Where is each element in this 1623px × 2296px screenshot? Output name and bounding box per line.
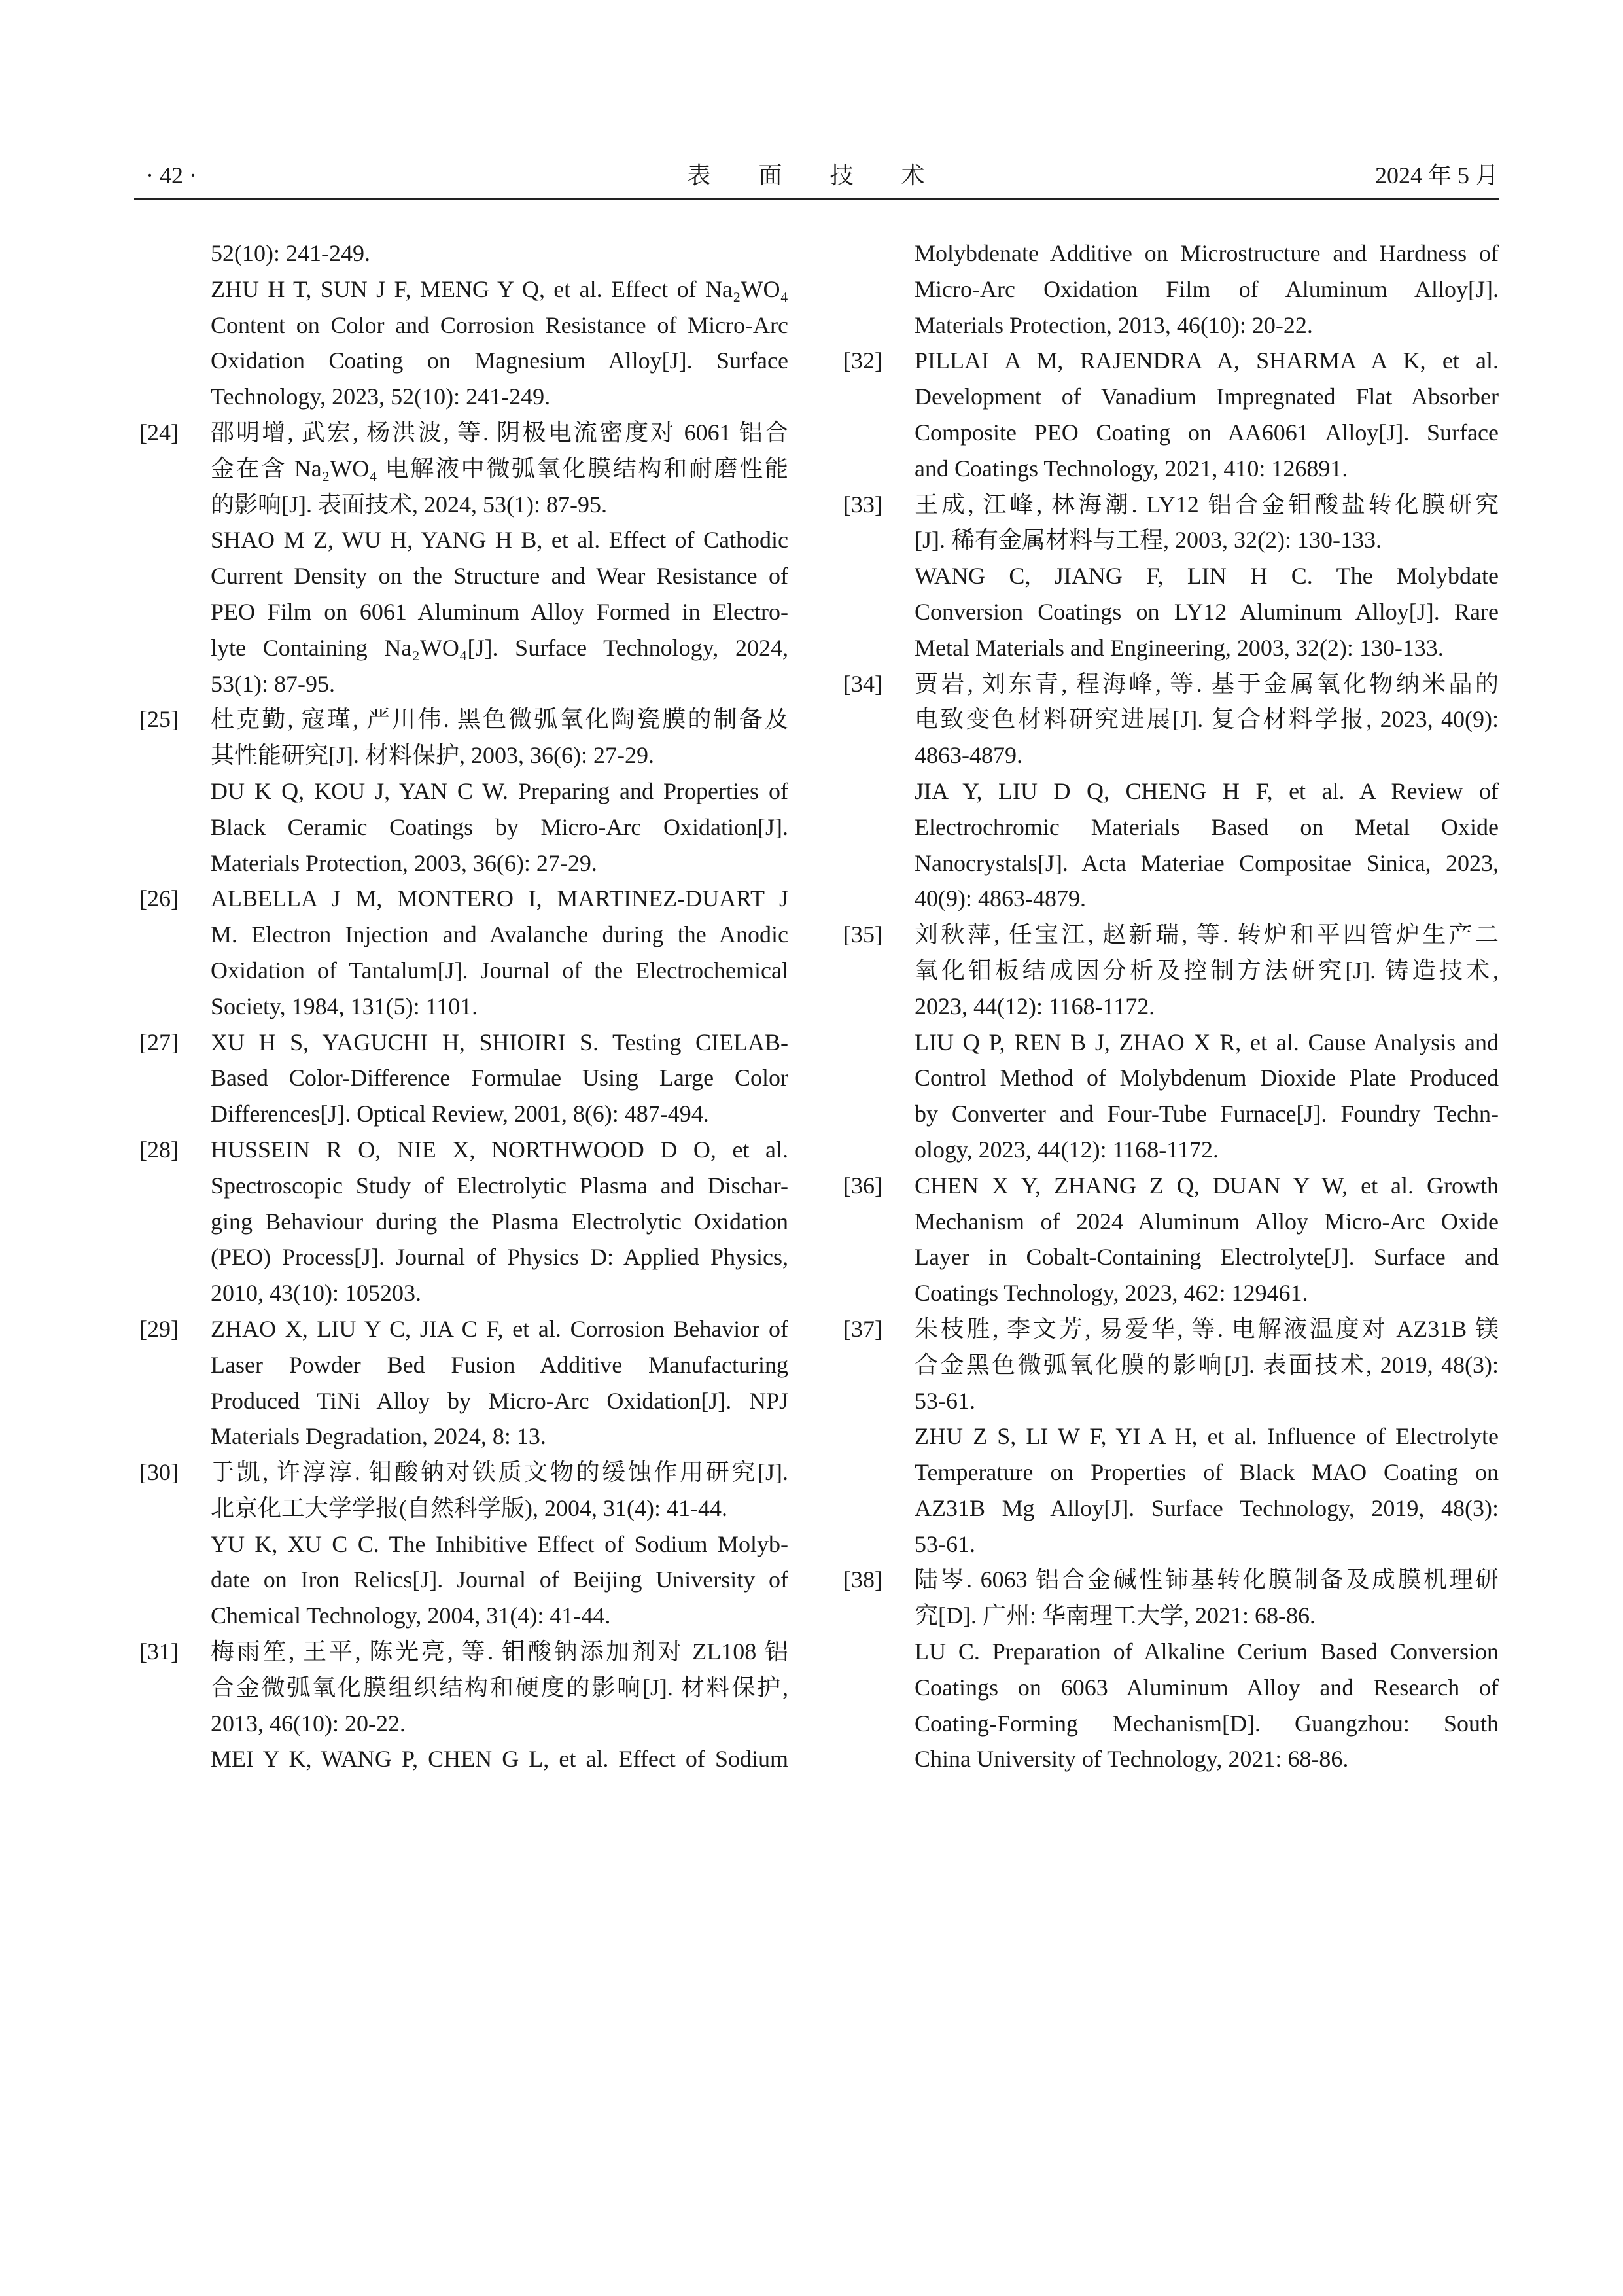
reference-number: [37] (843, 1315, 882, 1342)
reference-line: Content on Color and Corrosion Resistance of Micro-Arc (211, 311, 788, 338)
reference-line: CHEN X Y, ZHANG Z Q, DUAN Y W, et al. Growth (915, 1172, 1499, 1199)
reference-line: Current Density on the Structure and Wear Resistance of (211, 563, 788, 590)
reference-line: M. Electron Injection and Avalanche during the Anodic (211, 921, 788, 948)
reference-line: Layer in Cobalt-Containing Electrolyte[J]. Surface and (915, 1244, 1499, 1271)
reference-item (139, 1311, 788, 1455)
reference-line: Coating-Forming Mechanism[D]. Guangzhou: South (915, 1710, 1499, 1737)
reference-line: and Coatings Technology, 2021, 410: 126891. (915, 455, 1348, 482)
reference-line: 邵明增, 武宏, 杨洪波, 等. 阴极电流密度对 6061 铝合 (211, 419, 788, 446)
reference-line: Oxidation Coating on Magnesium Alloy[J]. Surface (211, 347, 788, 374)
reference-line: XU H S, YAGUCHI H, SHIOIRI S. Testing CIELAB- (211, 1029, 788, 1055)
reference-item (843, 917, 1499, 1168)
reference-line: LIU Q P, REN B J, ZHAO X R, et al. Cause Analysis and (915, 1029, 1499, 1055)
reference-line: ZHAO X, LIU Y C, JIA C F, et al. Corrosion Behavior of (211, 1315, 788, 1342)
reference-line: PEO Film on 6061 Aluminum Alloy Formed in Electro- (211, 598, 788, 625)
reference-line: Development of Vanadium Impregnated Flat Absorber (915, 383, 1499, 410)
reference-line: 北京化工大学学报(自然科学版), 2004, 31(4): 41-44. (211, 1494, 727, 1521)
reference-line: (PEO) Process[J]. Journal of Physics D: Applied Physics, (211, 1244, 788, 1271)
reference-line: 梅雨笙, 王平, 陈光亮, 等. 钼酸钠添加剂对 ZL108 铝 (211, 1638, 788, 1665)
reference-column-left (139, 236, 788, 1777)
reference-line: 杜克勤, 寇瑾, 严川伟. 黑色微弧氧化陶瓷膜的制备及 (211, 706, 788, 733)
reference-line: MEI Y K, WANG P, CHEN G L, et al. Effect of Sodium (211, 1746, 788, 1773)
reference-line: 金在含 Na₂WO₄ 电解液中微弧氧化膜结构和耐磨性能 (211, 455, 788, 482)
header-rule (134, 198, 1499, 200)
reference-line: Society, 1984, 131(5): 1101. (211, 993, 478, 1019)
reference-line: Coatings on 6063 Aluminum Alloy and Research of (915, 1674, 1499, 1701)
reference-line: Composite PEO Coating on AA6061 Alloy[J]. Surface (915, 419, 1499, 446)
reference-line: date on Iron Relics[J]. Journal of Beijing University of (211, 1566, 788, 1593)
reference-number: [30] (139, 1459, 179, 1486)
reference-line: LU C. Preparation of Alkaline Cerium Based Conversion (915, 1638, 1499, 1665)
reference-line: SHAO M Z, WU H, YANG H B, et al. Effect of Cathodic (211, 527, 788, 554)
reference-line: 40(9): 4863-4879. (915, 885, 1086, 912)
reference-number: [31] (139, 1638, 179, 1665)
reference-line: 朱枝胜, 李文芳, 易爱华, 等. 电解液温度对 AZ31B 镁 (915, 1315, 1499, 1342)
reference-line: Produced TiNi Alloy by Micro-Arc Oxidation[J]. NPJ (211, 1387, 788, 1414)
reference-line: ging Behaviour during the Plasma Electrolytic Oxidation (211, 1208, 788, 1235)
reference-line: 陆岑. 6063 铝合金碱性铈基转化膜制备及成膜机理研 (915, 1566, 1499, 1593)
reference-line: ZHU Z S, LI W F, YI A H, et al. Influence of Electrolyte (915, 1423, 1499, 1450)
reference-line: 2023, 44(12): 1168-1172. (915, 993, 1155, 1019)
reference-number: [29] (139, 1315, 179, 1342)
reference-line: PILLAI A M, RAJENDRA A, SHARMA A K, et al. (915, 347, 1499, 374)
reference-line: YU K, XU C C. The Inhibitive Effect of Sodium Molyb- (211, 1530, 788, 1557)
reference-line: WANG C, JIANG F, LIN H C. The Molybdate (915, 563, 1499, 590)
reference-line: Oxidation of Tantalum[J]. Journal of the Electrochemical (211, 957, 788, 983)
reference-item (843, 666, 1499, 917)
reference-line: China University of Technology, 2021: 68-86. (915, 1746, 1349, 1773)
reference-line: by Converter and Four-Tube Furnace[J]. Foundry Techn- (915, 1101, 1499, 1127)
reference-item (843, 236, 1499, 343)
reference-item (139, 1634, 788, 1777)
reference-item (843, 1168, 1499, 1311)
reference-number: [38] (843, 1566, 882, 1593)
reference-item (139, 701, 788, 881)
reference-line: [J]. 稀有金属材料与工程, 2003, 32(2): 130-133. (915, 527, 1382, 554)
reference-line: AZ31B Mg Alloy[J]. Surface Technology, 2019, 48(3): (915, 1494, 1499, 1521)
issue-date: 2024 年 5 月 (1374, 162, 1499, 188)
reference-line: Black Ceramic Coatings by Micro-Arc Oxidation[J]. (211, 813, 788, 840)
reference-line: 氧化钼板结成因分析及控制方法研究[J]. 铸造技术, (915, 957, 1499, 983)
reference-line: Technology, 2023, 52(10): 241-249. (211, 383, 551, 410)
reference-line: 合金微弧氧化膜组织结构和硬度的影响[J]. 材料保护, (211, 1674, 788, 1701)
reference-number: [36] (843, 1172, 882, 1199)
reference-line: lyte Containing Na₂WO₄[J]. Surface Technology, 2024, (211, 634, 788, 661)
reference-line: Metal Materials and Engineering, 2003, 32(2): 130-133. (915, 634, 1444, 661)
reference-line: 2010, 43(10): 105203. (211, 1280, 421, 1307)
reference-line: Materials Protection, 2003, 36(6): 27-29. (211, 849, 597, 876)
journal-title: 表 面 技 术 (687, 162, 946, 188)
reference-line: Based Color-Difference Formulae Using Large Color (211, 1065, 788, 1091)
reference-line: 其性能研究[J]. 材料保护, 2003, 36(6): 27-29. (211, 742, 654, 769)
reference-line: Electrochromic Materials Based on Metal Oxide (915, 813, 1499, 840)
reference-line: Laser Powder Bed Fusion Additive Manufacturing (211, 1351, 788, 1378)
reference-number: [25] (139, 706, 179, 733)
reference-line: 52(10): 241-249. (211, 240, 370, 266)
reference-number: [24] (139, 419, 179, 446)
reference-number: [33] (843, 491, 882, 518)
reference-line: ALBELLA J M, MONTERO I, MARTINEZ-DUART J (211, 885, 788, 912)
reference-line: 贾岩, 刘东青, 程海峰, 等. 基于金属氧化物纳米晶的 (915, 670, 1499, 697)
reference-item (139, 1455, 788, 1634)
reference-line: 的影响[J]. 表面技术, 2024, 53(1): 87-95. (211, 491, 607, 518)
reference-line: Conversion Coatings on LY12 Aluminum Alloy[J]. Rare (915, 598, 1499, 625)
reference-number: [34] (843, 670, 882, 697)
page-number: · 42 · (146, 162, 197, 188)
reference-line: 53(1): 87-95. (211, 670, 335, 697)
reference-line: 于凯, 许淳淳. 钼酸钠对铁质文物的缓蚀作用研究[J]. (211, 1459, 788, 1486)
reference-line: 53-61. (915, 1387, 975, 1414)
reference-number: [26] (139, 885, 179, 912)
reference-item (139, 415, 788, 701)
reference-line: 4863-4879. (915, 742, 1022, 769)
reference-line: Control Method of Molybdenum Dioxide Plate Produced (915, 1065, 1499, 1091)
reference-line: ology, 2023, 44(12): 1168-1172. (915, 1136, 1219, 1163)
reference-line: 合金黑色微弧氧化膜的影响[J]. 表面技术, 2019, 48(3): (915, 1351, 1499, 1378)
reference-line: 究[D]. 广州: 华南理工大学, 2021: 68-86. (915, 1602, 1316, 1629)
reference-line: Materials Protection, 2013, 46(10): 20-22. (915, 311, 1313, 338)
reference-item (139, 1132, 788, 1311)
reference-line: 刘秋萍, 任宝江, 赵新瑞, 等. 转炉和平四管炉生产二 (915, 921, 1499, 948)
reference-line: Temperature on Properties of Black MAO Coating on (915, 1459, 1499, 1486)
reference-item (139, 1025, 788, 1132)
reference-line: Molybdenate Additive on Microstructure and Hardness of (915, 240, 1499, 266)
reference-item (843, 1311, 1499, 1563)
reference-line: 电致变色材料研究进展[J]. 复合材料学报, 2023, 40(9): (915, 706, 1499, 733)
reference-line: 2013, 46(10): 20-22. (211, 1710, 406, 1737)
reference-item (843, 487, 1499, 666)
reference-number: [27] (139, 1029, 179, 1055)
reference-line: 53-61. (915, 1530, 975, 1557)
reference-item (843, 1562, 1499, 1777)
reference-line: Nanocrystals[J]. Acta Materiae Compositae Sinica, 2023, (915, 849, 1499, 876)
reference-line: Spectroscopic Study of Electrolytic Plasma and Dischar- (211, 1172, 788, 1199)
reference-item (139, 236, 788, 415)
reference-line: DU K Q, KOU J, YAN C W. Preparing and Properties of (211, 777, 788, 804)
running-header (134, 154, 1499, 196)
reference-line: Micro-Arc Oxidation Film of Aluminum Alloy[J]. (915, 275, 1499, 302)
reference-number: [32] (843, 347, 882, 374)
reference-line: Materials Degradation, 2024, 8: 13. (211, 1423, 546, 1450)
reference-line: JIA Y, LIU D Q, CHENG H F, et al. A Review of (915, 777, 1499, 804)
reference-column-right (843, 236, 1499, 1777)
reference-line: 王成, 江峰, 林海潮. LY12 铝合金钼酸盐转化膜研究 (915, 491, 1499, 518)
reference-line: HUSSEIN R O, NIE X, NORTHWOOD D O, et al. (211, 1136, 788, 1163)
reference-line: Mechanism of 2024 Aluminum Alloy Micro-Arc Oxide (915, 1208, 1499, 1235)
reference-line: Chemical Technology, 2004, 31(4): 41-44. (211, 1602, 611, 1629)
reference-number: [35] (843, 921, 882, 948)
reference-line: Differences[J]. Optical Review, 2001, 8(6): 487-494. (211, 1101, 709, 1127)
reference-line: Coatings Technology, 2023, 462: 129461. (915, 1280, 1308, 1307)
reference-line: ZHU H T, SUN J F, MENG Y Q, et al. Effect of Na₂WO₄ (211, 275, 788, 302)
reference-item (843, 343, 1499, 486)
reference-item (139, 881, 788, 1024)
reference-number: [28] (139, 1136, 179, 1163)
